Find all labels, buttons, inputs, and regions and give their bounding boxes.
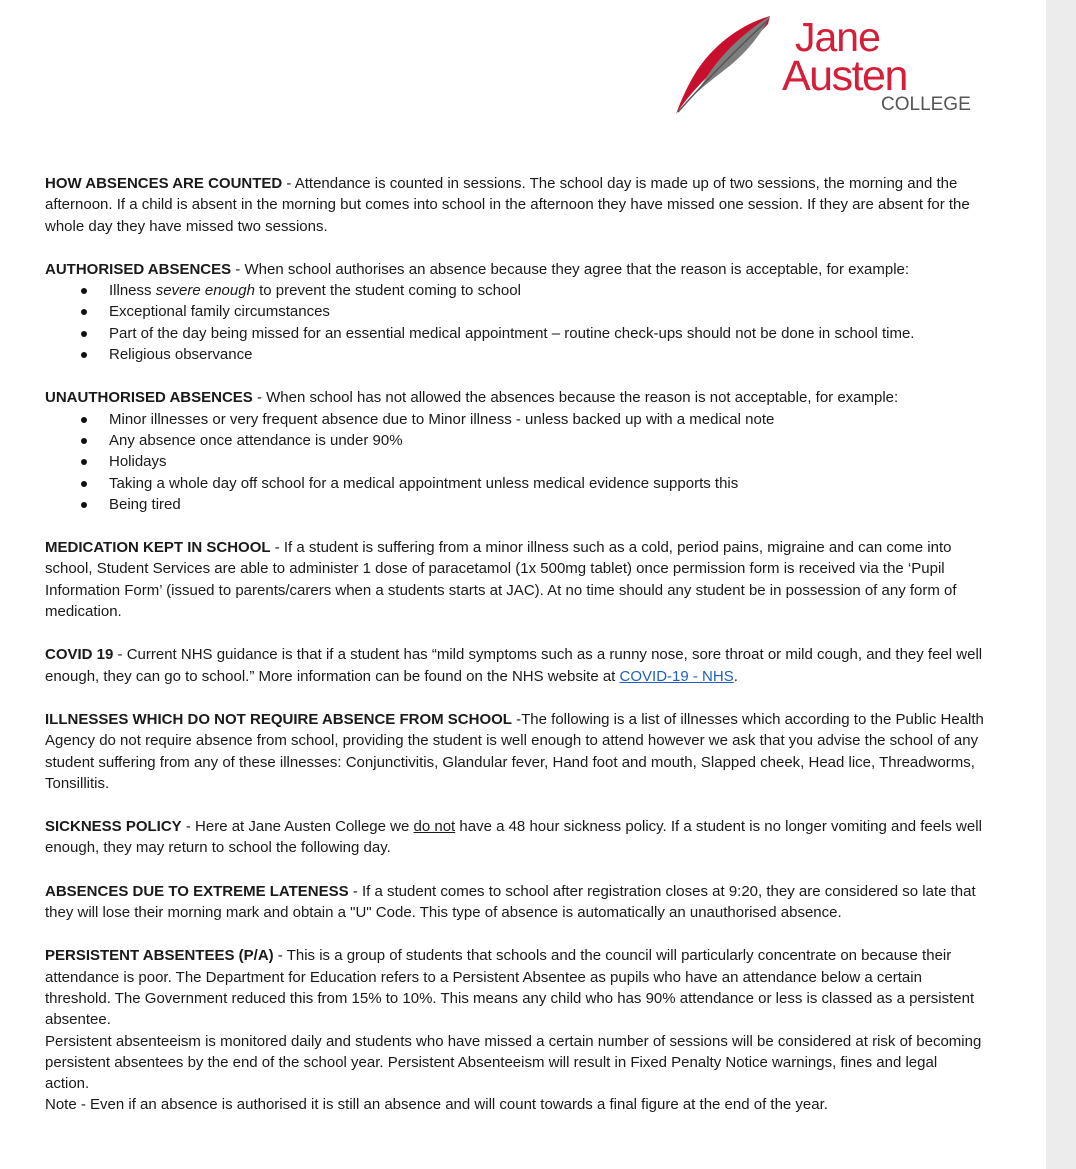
section-text: - When school has not allowed the absences because the reason is not acceptable, for example: bbox=[252, 389, 899, 407]
list-item-text: Illness bbox=[109, 282, 156, 300]
section-text: - This is a group of students that schools and the council will particularly concentrate on because their attendance is poor. The Department for Education refers to a Persistent Absentee as pupils who have an attendance below a certain threshold. The Government reduced this from 15% to 10%. This means any child who has 90% attendance or less is classed as a persistent absentee. bbox=[45, 947, 975, 1029]
authorised-list bbox=[45, 280, 985, 365]
section-medication bbox=[45, 537, 985, 622]
section-heading: SICKNESS POLICY bbox=[45, 818, 182, 836]
section-heading: ABSENCES DUE TO EXTREME LATENESS bbox=[45, 882, 349, 900]
list-item: Religious observance bbox=[109, 344, 985, 365]
list-item bbox=[109, 280, 985, 301]
section-text: have a 48 hour sickness policy. If a student is no longer vomiting and feels well enough, they may return to school the following day. bbox=[45, 818, 982, 857]
section-text: - Attendance is counted in sessions. The school day is made up of two sessions, the morning and the afternoon. If a child is absent in the morning but comes into school in the afternoon they have missed one session. If they are absent for the whole day they have missed two sessions. bbox=[45, 175, 970, 235]
list-item: Being tired bbox=[109, 494, 985, 515]
section-text: - When school authorises an absence because they agree that the reason is acceptable, for example: bbox=[231, 260, 910, 278]
list-item: Part of the day being missed for an essential medical appointment – routine check-ups should not be done in school time. bbox=[109, 323, 985, 344]
document-body bbox=[45, 173, 985, 1138]
note-paragraph: Note - Even if an absence is authorised it is still an absence and will count towards a final figure at the end of the year. bbox=[45, 1096, 828, 1114]
nhs-covid-link[interactable]: COVID-19 - NHS bbox=[619, 667, 734, 685]
section-sickness-policy bbox=[45, 816, 985, 859]
section-heading: ILLNESSES WHICH DO NOT REQUIRE ABSENCE FROM SCHOOL bbox=[45, 710, 512, 728]
section-heading: UNAUTHORISED ABSENCES bbox=[45, 389, 253, 407]
underlined-text: do not bbox=[413, 818, 456, 836]
list-item: Taking a whole day off school for a medical appointment unless medical evidence supports this bbox=[109, 473, 985, 494]
college-logo bbox=[672, 14, 972, 118]
logo-austen-text: Austen bbox=[782, 52, 907, 100]
unauthorised-list bbox=[45, 409, 985, 515]
list-item-emphasis: severe enough bbox=[155, 282, 255, 300]
section-text: - Here at Jane Austen College we bbox=[181, 818, 414, 836]
section-heading: COVID 19 bbox=[45, 646, 114, 664]
section-authorised-absences bbox=[45, 259, 985, 365]
section-heading: MEDICATION KEPT IN SCHOOL bbox=[45, 539, 271, 557]
section-illnesses-no-absence bbox=[45, 709, 985, 794]
section-how-absences-counted bbox=[45, 173, 985, 237]
side-margin bbox=[1046, 0, 1076, 1169]
list-item: Any absence once attendance is under 90% bbox=[109, 430, 985, 451]
section-text-end: . bbox=[733, 667, 738, 685]
logo-college-text: COLLEGE bbox=[881, 94, 971, 115]
paragraph: Persistent absenteeism is monitored daily and students who have missed a certain number of sessions will be considered at risk of becoming persistent absentees by the end of the school year. Persistent Absenteeism will result in Fixed Penalty Notice warnings, fines and legal action. bbox=[45, 1032, 982, 1093]
section-heading: AUTHORISED ABSENCES bbox=[45, 260, 232, 278]
section-persistent-absentees bbox=[45, 945, 985, 1115]
section-text: -The following is a list of illnesses which according to the Public Health Agency do not require absence from school, providing the student is well enough to attend however we ask that you advise the school of any student suffering from any of these illnesses: Conjunctivitis, Glandular fever, Hand foot and mouth, Slapped cheek, Head lice, Threadworms, Tonsillitis. bbox=[45, 710, 984, 792]
section-unauthorised-absences bbox=[45, 387, 985, 515]
section-heading: PERSISTENT ABSENTEES (P/A) bbox=[45, 947, 274, 965]
section-text: - If a student comes to school after registration closes at 9:20, they are considered so late that they will lose their morning mark and obtain a "U" Code. This type of absence is automatically an unauthorised absence. bbox=[45, 882, 976, 922]
logo-jane-text: Jane bbox=[795, 14, 880, 60]
quill-icon bbox=[672, 14, 782, 118]
list-item-text: to prevent the student coming to school bbox=[254, 282, 521, 300]
section-text: - Current NHS guidance is that if a student has “mild symptoms such as a runny nose, sore throat or mild cough, and they feel well enough, they can go to school.” More information can be found on the NHS website at bbox=[45, 646, 983, 685]
list-item: Minor illnesses or very frequent absence due to Minor illness - unless backed up with a medical note bbox=[109, 409, 985, 430]
section-text: - If a student is suffering from a minor illness such as a cold, period pains, migraine and can come into school, Student Services are able to administer 1 dose of paracetamol (1x 500mg tablet) once permission form is received via the ‘Pupil Information Form’ (issued to parents/carers when a students starts at JAC). At no time should any student be in possession of any form of medication. bbox=[45, 539, 957, 621]
section-heading: HOW ABSENCES ARE COUNTED bbox=[45, 175, 283, 192]
section-covid-19 bbox=[45, 644, 985, 687]
section-extreme-lateness bbox=[45, 881, 985, 924]
list-item: Holidays bbox=[109, 451, 985, 472]
list-item: Exceptional family circumstances bbox=[109, 301, 985, 322]
